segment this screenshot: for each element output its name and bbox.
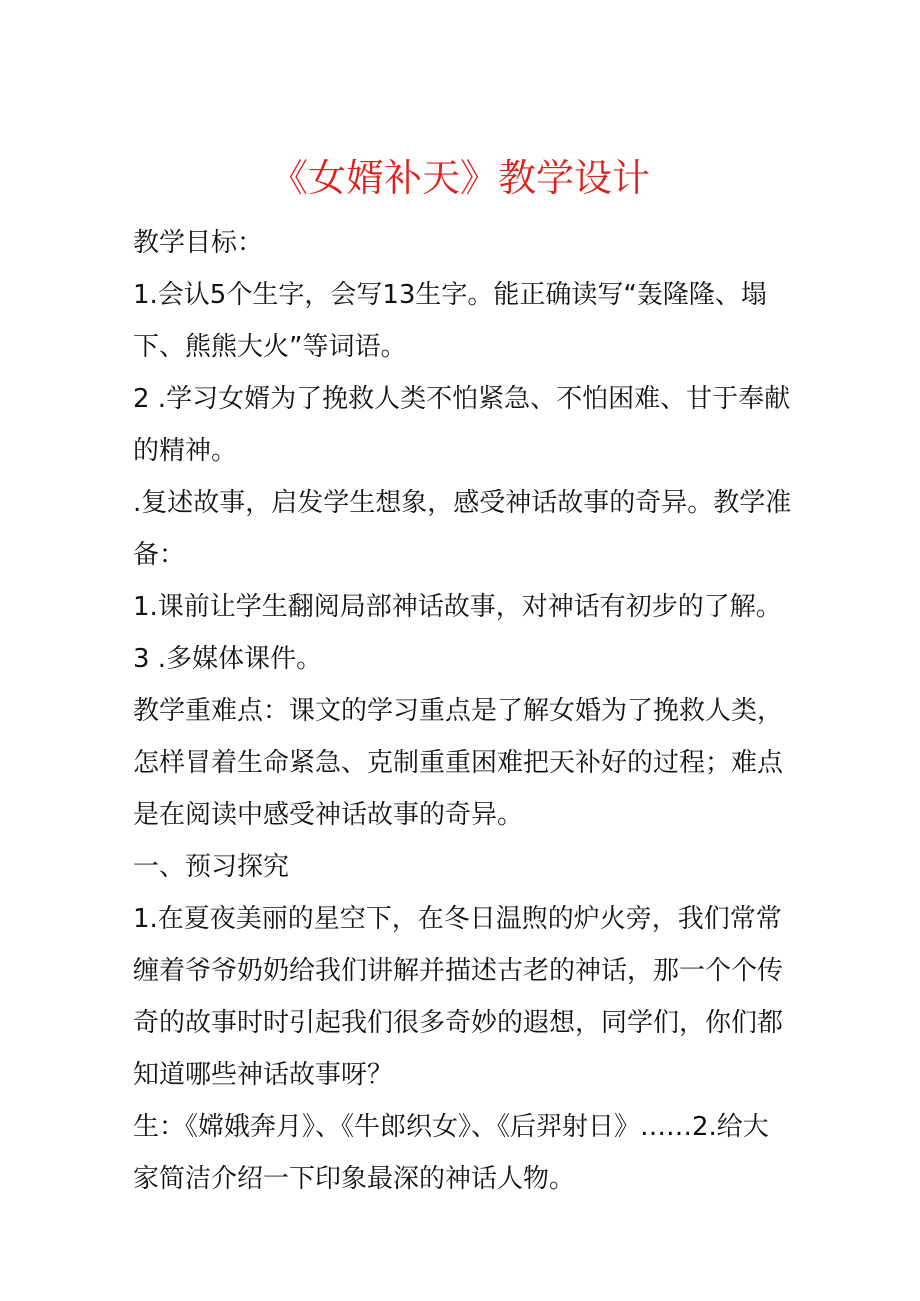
document-body — [133, 217, 793, 1205]
preparation-item-3: 3 .多媒体课件。 — [133, 644, 323, 674]
goal-item-3: .复述故事，启发学生想象，感受神话故事的奇异。教学准备： — [133, 488, 792, 570]
section-heading-preview: 一、预习探究 — [133, 852, 290, 882]
document-title: 《女婿补天》教学设计 — [269, 156, 650, 200]
section-heading-goals: 教学目标： — [133, 228, 264, 258]
preparation-item-1: 1.课前让学生翻阅局部神话故事，对神话有初步的了解。 — [133, 592, 782, 622]
key-points-paragraph: 教学重难点：课文的学习重点是了解女婚为了挽救人类，怎样冒着生命紧急、克制重重困难把天补好的过程；难点是在阅读中感受神话故事的奇异。 — [133, 696, 784, 830]
goal-item-2: 2 .学习女婿为了挽救人类不怕紧急、不怕困难、甘于奉献的精神。 — [133, 384, 791, 466]
student-answer-paragraph: 生：《嫦娥奔月》、《牛郎织女》、《后羿射日》……2.给大家简洁介绍一下印象最深的神话人物。 — [133, 1112, 769, 1194]
goal-item-1: 1.会认5个生字，会写13生字。能正确读写“轰隆隆、塌下、熊熊大火”等词语。 — [133, 280, 767, 362]
preview-item-1: 1.在夏夜美丽的星空下，在冬日温煦的炉火旁，我们常常缠着爷爷奶奶给我们讲解并描述古老的神话，那一个个传奇的故事时时引起我们很多奇妙的遐想，同学们，你们都知道哪些神话故事呀？ — [133, 904, 784, 1090]
